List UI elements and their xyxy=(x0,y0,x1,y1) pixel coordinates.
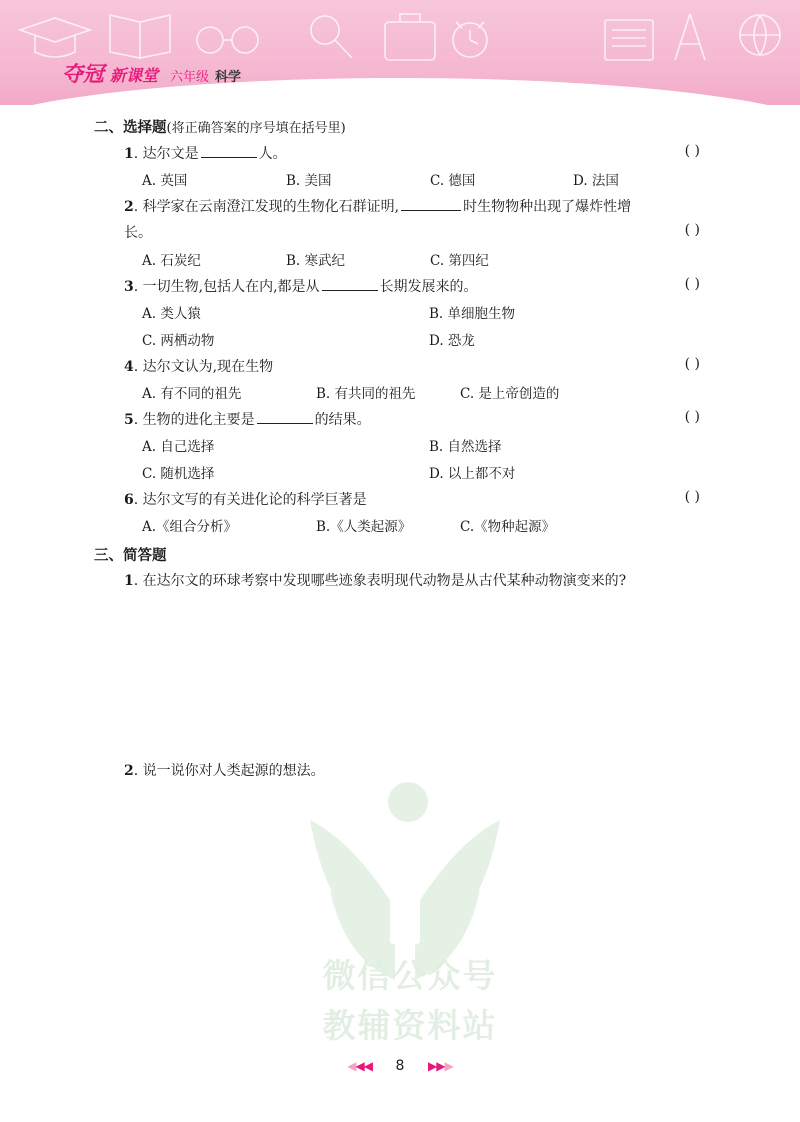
question-text-after: 长期发展来的。 xyxy=(379,279,478,295)
options-row xyxy=(94,249,714,276)
option-b[interactable]: B. 有共同的祖先 xyxy=(316,386,416,402)
question-number: 2 xyxy=(124,763,134,779)
options-row xyxy=(94,302,714,329)
option-c[interactable]: C. 两栖动物 xyxy=(142,333,215,349)
options-row xyxy=(94,329,714,356)
brand-main-text: 夺冠 xyxy=(62,62,104,86)
question-number: 1 xyxy=(124,146,134,162)
section-title-choice xyxy=(94,116,714,138)
answer-area[interactable] xyxy=(124,590,714,750)
section-choice xyxy=(94,116,714,542)
question-text: . 达尔文写的有关进化论的科学巨著是 xyxy=(133,492,367,508)
option-b[interactable]: B. 美国 xyxy=(286,173,332,189)
question-text-continuation: 长。 xyxy=(124,225,152,241)
question-number: 4 xyxy=(124,359,134,375)
question-text-after: 时生物物种出现了爆炸性增 xyxy=(463,199,632,215)
option-b[interactable]: B. 自然选择 xyxy=(429,439,502,455)
option-b[interactable]: B. 单细胞生物 xyxy=(429,306,516,322)
question-2-continuation xyxy=(94,222,714,249)
answer-parentheses[interactable]: ( ) xyxy=(684,143,700,159)
answer-blank[interactable] xyxy=(401,197,461,211)
page-header xyxy=(0,0,800,105)
question-4 xyxy=(94,356,714,382)
option-b[interactable]: B. 寒武纪 xyxy=(286,253,346,269)
left-arrows-icon: ◀◀◀ xyxy=(347,1059,372,1073)
options-row xyxy=(94,382,714,409)
question-number: 5 xyxy=(124,412,134,428)
option-c[interactable]: C. 是上帝创造的 xyxy=(460,386,560,402)
answer-parentheses[interactable]: ( ) xyxy=(684,276,700,292)
question-text: . 说一说你对人类起源的想法。 xyxy=(133,763,325,779)
section-instruction: (将正确答案的序号填在括号里) xyxy=(166,121,346,136)
page-number: 8 xyxy=(395,1058,405,1074)
option-a[interactable]: A. 石炭纪 xyxy=(142,253,201,269)
options-row xyxy=(94,515,714,542)
option-c[interactable]: C. 第四纪 xyxy=(430,253,489,269)
option-a[interactable]: A. 类人猿 xyxy=(142,306,201,322)
question-6 xyxy=(94,489,714,515)
worksheet-content xyxy=(94,116,714,786)
option-a[interactable]: A. 自己选择 xyxy=(142,439,215,455)
watermark-line-1: 微信公众号 xyxy=(322,956,498,995)
option-c[interactable]: C. 德国 xyxy=(430,173,476,189)
answer-parentheses[interactable]: ( ) xyxy=(684,409,700,425)
options-row xyxy=(94,435,714,462)
answer-parentheses[interactable]: ( ) xyxy=(684,222,700,238)
page-footer xyxy=(0,1052,800,1080)
option-a[interactable]: A. 英国 xyxy=(142,173,188,189)
question-2 xyxy=(94,196,714,222)
brand-logo xyxy=(62,58,241,88)
answer-parentheses[interactable]: ( ) xyxy=(684,489,700,505)
option-d[interactable]: D. 法国 xyxy=(573,173,619,189)
question-number: 6 xyxy=(124,492,134,508)
options-row xyxy=(94,462,714,489)
section-short-answer xyxy=(94,542,714,786)
options-row xyxy=(94,169,714,196)
question-text-after: 的结果。 xyxy=(314,412,371,428)
question-number: 3 xyxy=(124,279,134,295)
question-5 xyxy=(94,409,714,435)
answer-blank[interactable] xyxy=(201,144,257,158)
section-title-short-answer: 三、简答题 xyxy=(94,548,167,564)
question-text: . 达尔文是 xyxy=(133,146,199,162)
option-c[interactable]: C.《物种起源》 xyxy=(460,519,556,535)
question-1 xyxy=(94,143,714,169)
question-3 xyxy=(94,276,714,302)
question-text: . 科学家在云南澄江发现的生物化石群证明, xyxy=(133,199,400,215)
question-number: 1 xyxy=(124,573,134,589)
option-a[interactable]: A. 有不同的祖先 xyxy=(142,386,242,402)
watermark-line-2: 教辅资料站 xyxy=(322,1006,498,1045)
question-number: 2 xyxy=(124,199,134,215)
question-text-after: 人。 xyxy=(258,146,287,162)
option-d[interactable]: D. 恐龙 xyxy=(429,333,475,349)
option-d[interactable]: D. 以上都不对 xyxy=(429,466,516,482)
option-a[interactable]: A.《组合分析》 xyxy=(142,519,238,535)
option-b[interactable]: B.《人类起源》 xyxy=(316,519,412,535)
question-text: . 在达尔文的环球考察中发现哪些迹象表明现代动物是从古代某种动物演变来的? xyxy=(133,573,627,589)
question-text: . 达尔文认为,现在生物 xyxy=(133,359,274,375)
subject-label: 科学 xyxy=(215,70,242,85)
option-c[interactable]: C. 随机选择 xyxy=(142,466,215,482)
grade-label: 六年级 xyxy=(170,70,210,85)
right-arrows-icon: ▶▶▶ xyxy=(428,1059,453,1073)
answer-blank[interactable] xyxy=(257,410,313,424)
section-heading: 二、选择题 xyxy=(94,120,167,136)
answer-parentheses[interactable]: ( ) xyxy=(684,356,700,372)
short-question-1 xyxy=(94,570,714,760)
question-text: . 一切生物,包括人在内,都是从 xyxy=(133,279,320,295)
answer-blank[interactable] xyxy=(322,277,378,291)
brand-sub-text: 新课堂 xyxy=(110,66,159,85)
question-text: . 生物的进化主要是 xyxy=(133,412,255,428)
